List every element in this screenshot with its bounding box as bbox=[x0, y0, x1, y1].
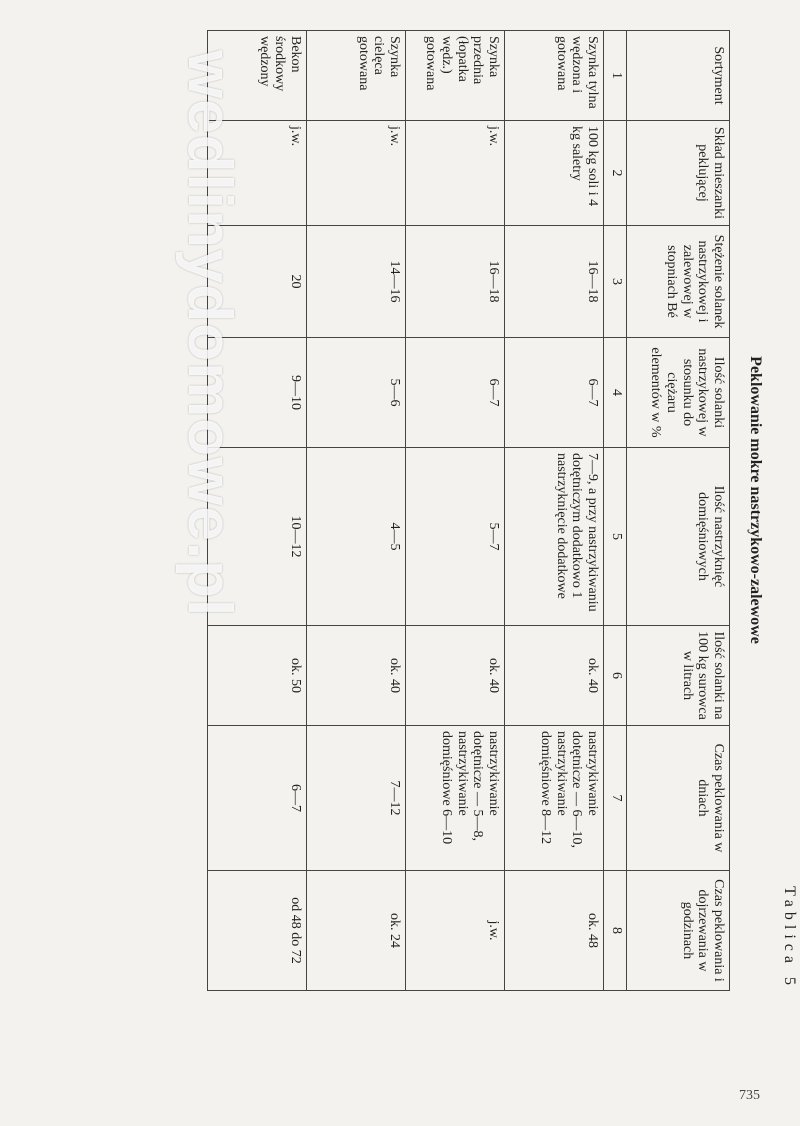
header-row bbox=[627, 31, 730, 991]
table-cell: nastrzykiwanie dotętnicze — 6—10, nastrzykiwanie domięśniowe 8—12 bbox=[505, 726, 604, 871]
table-cell: Szynka cielęca gotowana bbox=[307, 31, 406, 121]
table-cell: Szynka tylna wędzona i gotowana bbox=[505, 31, 604, 121]
table-cell: j.w. bbox=[307, 121, 406, 226]
table-cell: j.w. bbox=[208, 121, 307, 226]
table-cell: 6—7 bbox=[406, 338, 505, 448]
column-number: 8 bbox=[604, 871, 627, 991]
header-cell: Ilość solanki na 100 kg surowca w litrach bbox=[627, 626, 730, 726]
header-cell: Ilość solanki nastrzykowej w stosunku do ciężaru elementów w % bbox=[627, 338, 730, 448]
header-cell: Skład mieszanki peklującej bbox=[627, 121, 730, 226]
column-number: 4 bbox=[604, 338, 627, 448]
table-cell: ok. 40 bbox=[505, 626, 604, 726]
header-cell: Czas peklowania w dniach bbox=[627, 726, 730, 871]
header-cell: Stężenie solanek nastrzykowej i zalewowej w stopniach Bé bbox=[627, 226, 730, 338]
table-cell: 4—5 bbox=[307, 448, 406, 626]
pickling-table bbox=[207, 30, 730, 991]
table-caption: Tablica 5 bbox=[781, 886, 798, 990]
table-cell: j.w. bbox=[406, 871, 505, 991]
table-cell: 16—18 bbox=[406, 226, 505, 338]
rotated-page-content bbox=[140, 0, 800, 1000]
table-cell: ok. 50 bbox=[208, 626, 307, 726]
table-cell: 7—12 bbox=[307, 726, 406, 871]
table-cell: ok. 48 bbox=[505, 871, 604, 991]
table-cell: j.w. bbox=[406, 121, 505, 226]
column-number-row bbox=[604, 31, 627, 991]
table-row bbox=[505, 31, 604, 991]
column-number: 6 bbox=[604, 626, 627, 726]
column-number: 3 bbox=[604, 226, 627, 338]
table-cell: ok. 24 bbox=[307, 871, 406, 991]
table-cell: 9—10 bbox=[208, 338, 307, 448]
table-cell: ok. 40 bbox=[406, 626, 505, 726]
watermark: wedlinydomowe.pl bbox=[175, 50, 244, 618]
table-cell: 14—16 bbox=[307, 226, 406, 338]
page-number: 735 bbox=[739, 1088, 760, 1103]
table-cell: 16—18 bbox=[505, 226, 604, 338]
column-number: 2 bbox=[604, 121, 627, 226]
table-cell: 5—6 bbox=[307, 338, 406, 448]
table-cell: 100 kg soli i 4 kg saletry bbox=[505, 121, 604, 226]
table-cell: Szynka przednia (łopatka wędz.) gotowana bbox=[406, 31, 505, 121]
column-number: 5 bbox=[604, 448, 627, 626]
table-cell: Bekon środkowy wędzony bbox=[208, 31, 307, 121]
table-cell: od 48 do 72 bbox=[208, 871, 307, 991]
table-row bbox=[406, 31, 505, 991]
header-cell: Czas peklowania i dojrzewania w godzinach bbox=[627, 871, 730, 991]
table-cell: 7—9, a przy nastrzykiwaniu dotętniczym dodatkowo 1 nastrzyknięcie dodatkowe bbox=[505, 448, 604, 626]
table-row bbox=[307, 31, 406, 991]
column-number: 1 bbox=[604, 31, 627, 121]
table-cell: 6—7 bbox=[208, 726, 307, 871]
table-cell: 5—7 bbox=[406, 448, 505, 626]
column-number: 7 bbox=[604, 726, 627, 871]
header-cell: Ilość nastrzyknięć domięśniowych bbox=[627, 448, 730, 626]
table-cell: 6—7 bbox=[505, 338, 604, 448]
table-cell: nastrzykiwanie dotętnicze — 5—8, nastrzykiwanie domięśniowe 6—10 bbox=[406, 726, 505, 871]
table-cell: 10—12 bbox=[208, 448, 307, 626]
table-title: Peklowanie mokre nastrzykowo-zalewowe bbox=[747, 356, 764, 644]
header-cell: Sortyment bbox=[627, 31, 730, 121]
table-cell: ok. 40 bbox=[307, 626, 406, 726]
table-cell: 20 bbox=[208, 226, 307, 338]
